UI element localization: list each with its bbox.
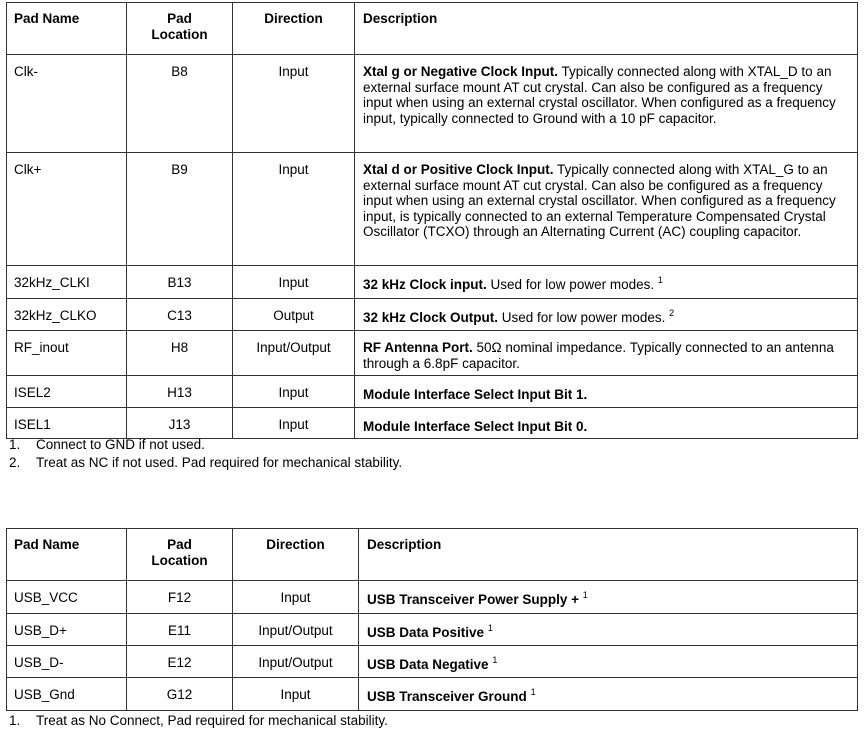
footnote-ref: 1 <box>530 686 536 697</box>
table1-footnotes <box>9 436 402 472</box>
description-title: Module Interface Select Input Bit 1. <box>363 387 588 402</box>
description-title: Xtal g or Negative Clock Input. <box>363 64 559 79</box>
cell-description <box>355 376 858 408</box>
cell-pad-location: B8 <box>127 55 233 153</box>
cell-pad-location: B13 <box>127 266 233 299</box>
cell-pad-name: Clk- <box>7 55 127 153</box>
cell-pad-location: E11 <box>127 614 233 646</box>
table-row <box>7 581 858 614</box>
table-row <box>7 266 858 299</box>
table-row <box>7 376 858 408</box>
description-title: 32 kHz Clock Output. <box>363 310 499 325</box>
footnote-ref: 1 <box>487 622 493 633</box>
cell-direction: Input <box>233 407 355 439</box>
cell-pad-name: USB_Gnd <box>7 678 127 711</box>
description-text: Used for low power modes. <box>498 310 666 325</box>
cell-pad-name: ISEL2 <box>7 376 127 408</box>
description-title: 32 kHz Clock input. <box>363 277 487 292</box>
cell-pad-name: Clk+ <box>7 153 127 266</box>
description-title: USB Data Negative <box>367 657 489 672</box>
cell-direction: Input <box>233 153 355 266</box>
description-title: USB Data Positive <box>367 625 485 640</box>
table2-footnotes <box>9 712 388 730</box>
description-title: RF Antenna Port. <box>363 340 473 355</box>
cell-pad-name: RF_inout <box>7 331 127 376</box>
cell-direction: Output <box>233 299 355 331</box>
cell-pad-name: USB_VCC <box>7 581 127 614</box>
cell-pad-location: H13 <box>127 376 233 408</box>
description-title: Module Interface Select Input Bit 0. <box>363 418 588 434</box>
cell-pad-name: 32kHz_CLKO <box>7 299 127 331</box>
description-text: Typically connected along with XTAL_D to an external surface mount AT cut crystal. Can also be configured as a frequency input when using an external crystal oscillator. When configured as a frequency input, typically connected to Ground with a 10 pF capacitor. <box>363 64 836 126</box>
footnote-text: Connect to GND if not used. <box>36 437 205 452</box>
description-text: Typically connected along with XTAL_G to an external surface mount AT cut crystal. Can also be configured as a frequency input when using an external crystal oscillator. When configured as a frequency input, is typically connected to an external Temperature Compensated Crystal Oscillator (TCXO) through an Alternating Current (AC) coupling capacitor. <box>363 162 836 239</box>
table-row <box>7 299 858 331</box>
footnote <box>9 454 402 472</box>
cell-description <box>359 581 858 614</box>
cell-pad-location: G12 <box>127 678 233 711</box>
cell-pad-location: F12 <box>127 581 233 614</box>
cell-description <box>355 407 858 439</box>
cell-description <box>355 299 858 331</box>
cell-description <box>359 614 858 646</box>
table-row <box>7 646 858 678</box>
cell-description <box>355 153 858 266</box>
table-row <box>7 331 858 376</box>
description-title: USB Transceiver Ground <box>367 689 527 704</box>
footnote-text: Treat as No Connect, Pad required for mechanical stability. <box>36 713 388 728</box>
header-pad-name: Pad Name <box>7 529 127 581</box>
table-row <box>7 614 858 646</box>
table-header-row <box>7 3 858 55</box>
cell-pad-location: C13 <box>127 299 233 331</box>
table-header-row <box>7 529 858 581</box>
description-text: 50Ω nominal impedance. Typically connected to an antenna through a 6.8pF capacitor. <box>363 340 834 371</box>
footnote-number: 1. <box>9 437 21 452</box>
cell-direction: Input/Output <box>233 331 355 376</box>
header-pad-location: Pad Location <box>127 529 233 581</box>
cell-pad-name: USB_D- <box>7 646 127 678</box>
footnote-ref: 1 <box>657 274 663 285</box>
header-description: Description <box>359 529 858 581</box>
table-row <box>7 407 858 439</box>
description-title: USB Transceiver Power Supply + <box>367 592 579 607</box>
footnote <box>9 436 402 454</box>
cell-direction: Input <box>233 376 355 408</box>
cell-description <box>359 678 858 711</box>
cell-pad-location: H8 <box>127 331 233 376</box>
footnote-number: 1. <box>9 713 21 728</box>
description-title: Xtal d or Positive Clock Input. <box>363 162 554 177</box>
cell-description <box>355 266 858 299</box>
cell-pad-name: ISEL1 <box>7 407 127 439</box>
pad-table-clock-rf <box>6 2 858 439</box>
header-pad-location: Pad Location <box>127 3 233 55</box>
cell-direction: Input <box>233 581 359 614</box>
footnote-ref: 2 <box>669 307 675 318</box>
table-row <box>7 678 858 711</box>
cell-description <box>355 55 858 153</box>
cell-direction: Input <box>233 55 355 153</box>
footnote-ref: 1 <box>492 654 498 665</box>
header-direction: Direction <box>233 529 359 581</box>
cell-description <box>355 331 858 376</box>
header-description: Description <box>355 3 858 55</box>
header-pad-name: Pad Name <box>7 3 127 55</box>
cell-pad-location: E12 <box>127 646 233 678</box>
cell-description <box>359 646 858 678</box>
table-row <box>7 55 858 153</box>
header-direction: Direction <box>233 3 355 55</box>
cell-direction: Input <box>233 266 355 299</box>
table-row <box>7 153 858 266</box>
cell-pad-name: USB_D+ <box>7 614 127 646</box>
pad-table-usb <box>6 528 858 711</box>
footnote-ref: 1 <box>582 589 588 600</box>
footnote-text: Treat as NC if not used. Pad required for mechanical stability. <box>36 455 403 470</box>
cell-pad-name: 32kHz_CLKI <box>7 266 127 299</box>
footnote <box>9 712 388 730</box>
cell-direction: Input/Output <box>233 614 359 646</box>
cell-pad-location: B9 <box>127 153 233 266</box>
cell-direction: Input/Output <box>233 646 359 678</box>
cell-direction: Input <box>233 678 359 711</box>
footnote-number: 2. <box>9 455 21 470</box>
description-text: Used for low power modes. <box>486 277 655 292</box>
cell-pad-location: J13 <box>127 407 233 439</box>
